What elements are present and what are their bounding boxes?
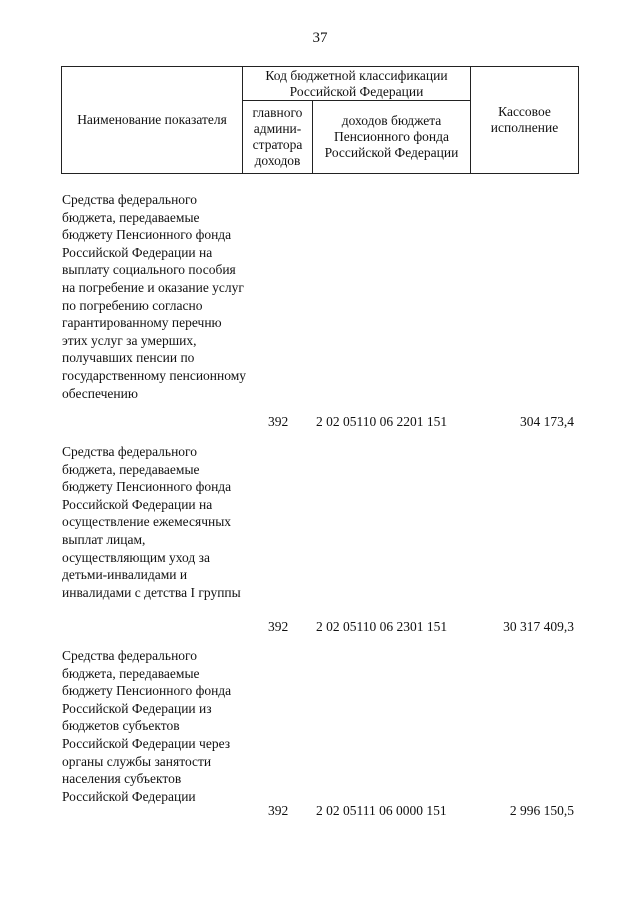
row-amount: 2 996 150,5: [509, 803, 574, 818]
row-indicator-name: Средства федерального бюджета, передаваемые бюджету Пенсионного фонда Российской Федерации на осуществление ежемесячных выплат лицам, осуществляющим уход за детьми-инвалидами и инвалидами с детства I группы: [62, 444, 241, 600]
header-income-column: доходов бюджета Пенсионного фонда Российской Федерации: [313, 101, 471, 174]
table-header: [61, 66, 579, 174]
header-code-group: Код бюджетной классификации Российской Федерации: [243, 67, 471, 101]
row-admin-code: 392: [268, 619, 289, 634]
row-admin-code: 392: [268, 414, 289, 429]
row-budget-code: 2 02 05110 06 2301 151: [316, 619, 448, 634]
header-name-column: Наименование показателя: [62, 67, 243, 174]
row-budget-code: 2 02 05111 06 0000 151: [316, 803, 447, 818]
header-admin-column: главного админи-стратора доходов: [243, 101, 313, 174]
row-amount: 30 317 409,3: [503, 619, 574, 634]
row-indicator-name: Средства федерального бюджета, передаваемые бюджету Пенсионного фонда Российской Федерации из бюджетов субъектов Российской Федерации через органы службы занятости населения субъектов Российской Федерации: [62, 648, 232, 804]
header-execution-column: Кассовое исполнение: [471, 67, 579, 174]
row-budget-code: 2 02 05110 06 2201 151: [316, 414, 448, 429]
row-amount: 304 173,4: [520, 414, 574, 429]
row-admin-code: 392: [268, 803, 289, 818]
row-indicator-name: Средства федерального бюджета, передаваемые бюджету Пенсионного фонда Российской Федерации на выплату социального пособия на погребение и оказание услуг по погребению согласно гарантированному перечню этих услуг за умерших, получавших пенсии по государственному пенсионному обеспечению: [62, 192, 247, 401]
page-number: 37: [312, 30, 328, 46]
